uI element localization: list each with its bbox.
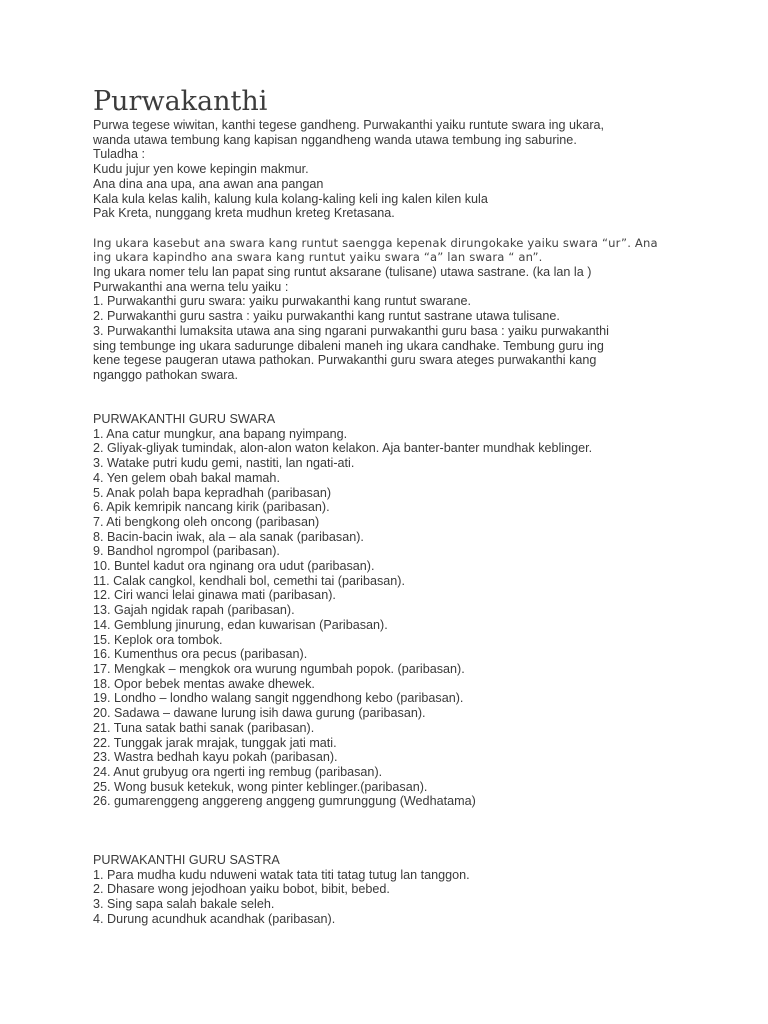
text-line: Kudu jujur yen kowe kepingin makmur.: [93, 162, 309, 177]
text-line: ing ukara kapindho ana swara kang runtut yaiku swara “a” lan swara “ an”.: [93, 250, 543, 265]
text-line: 1. Purwakanthi guru swara: yaiku purwakanthi kang runtut swarane.: [93, 294, 472, 309]
guru-sastra-section: [93, 853, 693, 927]
list-item: 8. Bacin-bacin iwak, ala – ala sanak (paribasan).: [93, 529, 364, 544]
document-page: [93, 86, 693, 927]
list-item: 26. gumarenggeng anggereng anggeng gumrunggung (Wedhatama): [93, 794, 476, 809]
spacer: [93, 383, 693, 412]
text-line: Ing ukara nomer telu lan papat sing runtut aksarane (tulisane) utawa sastrane. (ka lan la ): [93, 265, 592, 280]
text-line: Kala kula kelas kalih, kalung kula kolang-kaling keli ing kalen kilen kula: [93, 191, 488, 206]
text-line: sing tembunge ing ukara sadurunge dibaleni maneh ing ukara candhake. Tembung guru ing: [93, 338, 604, 353]
text-line: 3. Purwakanthi lumaksita utawa ana sing ngarani purwakanthi guru basa : yaiku purwakanthi: [93, 323, 609, 338]
list-item: 12. Ciri wanci lelai ginawa mati (paribasan).: [93, 588, 336, 603]
list-item: 14. Gemblung jinurung, edan kuwarisan (Paribasan).: [93, 617, 388, 632]
list-item: 15. Keplok ora tombok.: [93, 632, 223, 647]
guru-sastra-list: [93, 868, 693, 927]
list-item: 11. Calak cangkol, kendhali bol, cemethi tai (paribasan).: [93, 573, 405, 588]
list-item: 9. Bandhol ngrompol (paribasan).: [93, 544, 280, 559]
text-line: Tuladha :: [93, 147, 146, 162]
guru-swara-list: [93, 427, 693, 809]
list-item: 3. Watake putri kudu gemi, nastiti, lan ngati-ati.: [93, 456, 355, 471]
list-item: 21. Tuna satak bathi sanak (paribasan).: [93, 720, 315, 735]
list-item: 16. Kumenthus ora pecus (paribasan).: [93, 647, 308, 662]
spacer: [93, 221, 693, 236]
guru-swara-section: [93, 412, 693, 809]
text-line: kene tegese paugeran utawa pathokan. Purwakanthi guru swara ateges purwakanthi kang: [93, 353, 597, 368]
list-item: 25. Wong busuk ketekuk, wong pinter keblinger.(paribasan).: [93, 779, 428, 794]
text-line: Ana dina ana upa, ana awan ana pangan: [93, 176, 324, 191]
section-heading: PURWAKANTHI GURU SASTRA: [93, 853, 280, 868]
list-item: 7. Ati bengkong oleh oncong (paribasan): [93, 514, 320, 529]
list-item: 3. Sing sapa salah bakale seleh.: [93, 897, 275, 912]
list-item: 5. Anak polah bapa kepradhah (paribasan): [93, 485, 332, 500]
text-line: Purwa tegese wiwitan, kanthi tegese gandheng. Purwakanthi yaiku runtute swara ing ukara,: [93, 118, 605, 132]
list-item: 4. Yen gelem obah bakal mamah.: [93, 470, 280, 485]
list-item: 24. Anut grubyug ora ngerti ing rembug (paribasan).: [93, 764, 383, 779]
list-item: 20. Sadawa – dawane lurung isih dawa gurung (paribasan).: [93, 706, 426, 721]
list-item: 1. Ana catur mungkur, ana bapang nyimpang.: [93, 426, 348, 441]
list-item: 10. Buntel kadut ora nginang ora udut (paribasan).: [93, 559, 375, 574]
list-item: 22. Tunggak jarak mrajak, tunggak jati mati.: [93, 735, 337, 750]
text-line: Ing ukara kasebut ana swara kang runtut saengga kepenak dirungokake yaiku swara “ur”. Ana: [93, 235, 658, 250]
intro-paragraph: [93, 118, 693, 221]
text-line: Pak Kreta, nunggang kreta mudhun kreteg Kretasana.: [93, 206, 395, 221]
list-item: 18. Opor bebek mentas awake dhewek.: [93, 676, 315, 691]
list-item: 1. Para mudha kudu nduweni watak tata titi tatag tutug lan tanggon.: [93, 867, 470, 882]
spacer: [93, 809, 693, 853]
list-item: 17. Mengkak – mengkok ora wurung ngumbah popok. (paribasan).: [93, 661, 465, 676]
list-item: 19. Londho – londho walang sangit nggendhong kebo (paribasan).: [93, 691, 464, 706]
list-item: 23. Wastra bedhah kayu pokah (paribasan).: [93, 750, 338, 765]
list-item: 2. Dhasare wong jejodhoan yaiku bobot, bibit, bebed.: [93, 882, 390, 897]
list-item: 4. Durung acundhuk acandhak (paribasan).: [93, 911, 336, 926]
list-item: 6. Apik kemripik nancang kirik (paribasan).: [93, 500, 330, 515]
text-line: 2. Purwakanthi guru sastra : yaiku purwakanthi kang runtut sastrane utawa tulisane.: [93, 309, 560, 324]
page-title: Purwakanthi: [93, 86, 268, 117]
explanation-paragraph: [93, 236, 693, 383]
section-heading: PURWAKANTHI GURU SWARA: [93, 412, 276, 427]
list-item: 2. Gliyak-gliyak tumindak, alon-alon waton kelakon. Aja banter-banter mundhak keblinger.: [93, 441, 593, 456]
text-line: nganggo pathokan swara.: [93, 367, 238, 382]
text-line: wanda utawa tembung kang kapisan nggandheng wanda utawa tembung ing saburine.: [93, 132, 577, 147]
list-item: 13. Gajah ngidak rapah (paribasan).: [93, 603, 295, 618]
text-line: Purwakanthi ana werna telu yaiku :: [93, 279, 289, 294]
